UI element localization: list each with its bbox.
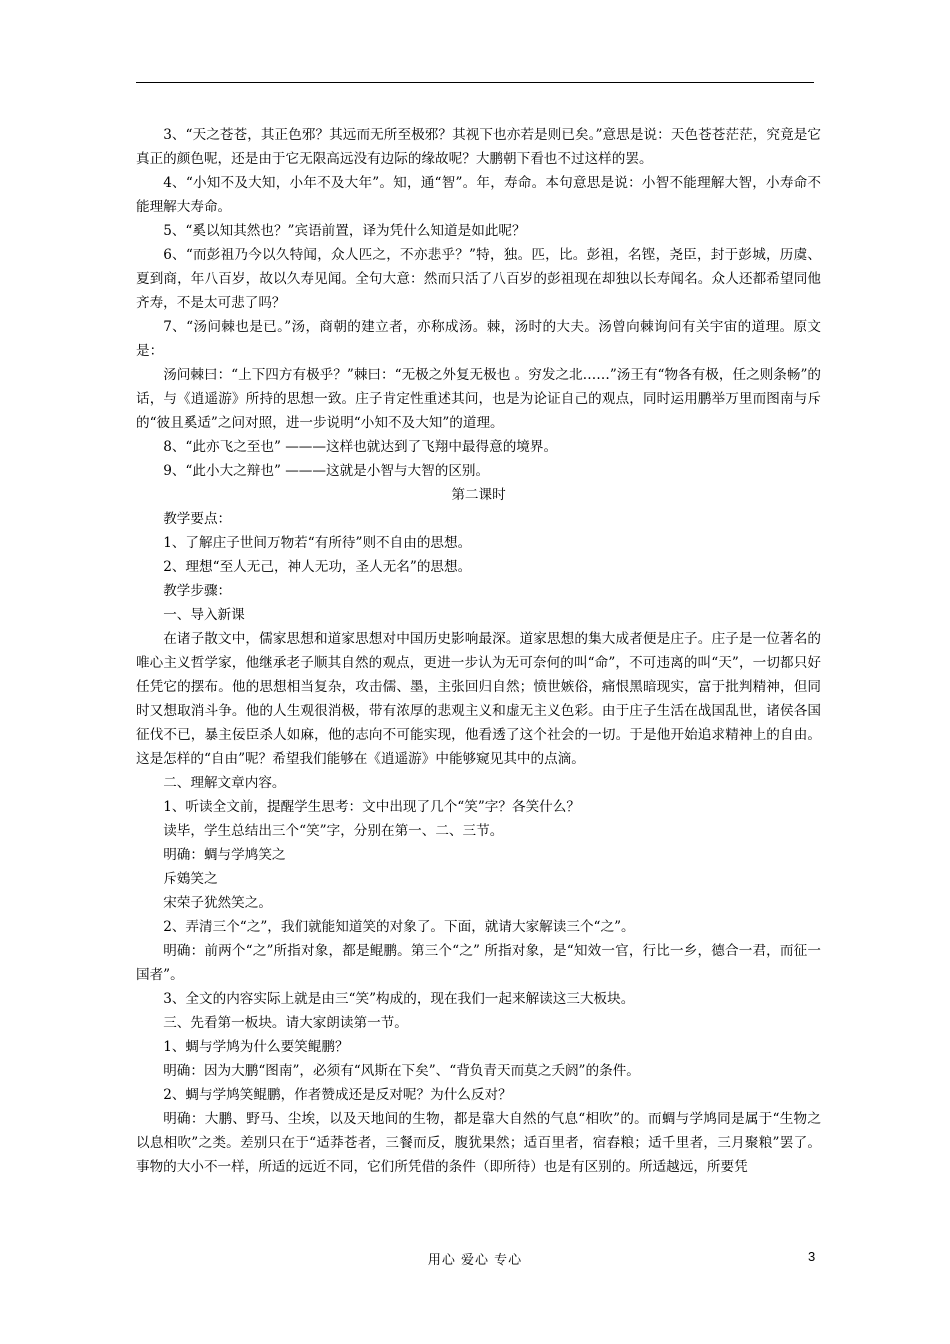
paragraph: 1、蜩与学鸠为什么要笑鲲鹏？ [163,1039,349,1055]
paragraph: 2、蜩与学鸠笑鲲鹏，作者赞成还是反对呢？为什么反对？ [163,1087,512,1103]
document-body [136,123,821,1179]
paragraph: 7、“汤问棘也是已。”汤，商朝的建立者，亦称成汤。棘，汤时的大夫。汤曾向棘询问有关宇宙的道理。原文是： [136,319,821,359]
paragraph: 8、“此亦飞之至也” ———这样也就达到了飞翔中最得意的境界。 [163,439,558,455]
paragraph: 6、“而彭祖乃今以久特闻，众人匹之，不亦悲乎？”特，独。匹，比。彭祖，名铿，尧臣，封于彭城，历虞、夏到商，年八百岁，故以久寿见闻。全句大意：然而只活了八百岁的彭祖现在却独以长寿闻名。众人还都希望同他齐寿，不是太可悲了吗？ [136,247,821,311]
paragraph: 一、导入新课 [163,607,245,623]
paragraph: 明确：因为大鹏“图南”，必须有“风斯在下矣”、“背负青天而莫之夭阏”的条件。 [163,1063,640,1079]
paragraph: 1、了解庄子世间万物若“有所待”则不自由的思想。 [163,535,472,551]
paragraph: 在诸子散文中，儒家思想和道家思想对中国历史影响最深。道家思想的集大成者便是庄子。庄子是一位著名的唯心主义哲学家，他继承老子顺其自然的观点，更进一步认为无可奈何的叫“命”，不可违离的叫“天”，一切都只好任凭它的摆布。他的思想相当复杂，攻击儒、墨，主张回归自然；愤世嫉俗，痛恨黑暗现实，富于批判精神，但同时又想取消斗争。他的人生观很消极，带有浓厚的悲观主义和虚无主义色彩。由于庄子生活在战国乱世，诸侯各国征伐不已，暴主佞臣杀人如麻，他的志向不可能实现，他看透了这个社会的一切。于是他开始追求精神上的自由。这是怎样的“自由”呢？希望我们能够在《逍遥游》中能够窥见其中的点滴。 [136,631,821,767]
paragraph: 4、“小知不及大知，小年不及大年”。知，通“智”。年，寿命。本句意思是说：小智不能理解大智，小寿命不能理解大寿命。 [136,175,821,215]
section-title: 第二课时 [451,487,506,503]
paragraph: 三、先看第一板块。请大家朗读第一节。 [163,1015,408,1031]
paragraph: 明确：前两个“之”所指对象，都是鲲鹏。第三个“之” 所指对象，是“知效一官，行比一乡，德合一君，而征一国者”。 [136,943,821,983]
paragraph: 2、弄清三个“之”，我们就能知道笑的对象了。下面，就请大家解读三个“之”。 [163,919,635,935]
paragraph: 斥鴳笑之 [163,871,218,887]
paragraph: 教学步骤： [163,583,232,599]
paragraph: 明确：蜩与学鸠笑之 [163,847,286,863]
paragraph: 5、“奚以知其然也？”宾语前置，译为凭什么知道是如此呢？ [163,223,526,239]
paragraph: 二、理解文章内容。 [163,775,286,791]
paragraph: 9、“此小大之辩也” ———这就是小智与大智的区别。 [163,463,490,479]
paragraph: 1、听读全文前，提醒学生思考：文中出现了几个“笑”字？各笑什么？ [163,799,580,815]
page-footer: 用心 爱心 专心 [427,1253,523,1268]
page-number: 3 [808,1249,816,1264]
header-rule [136,82,814,83]
paragraph: 2、理想“至人无己，神人无功，圣人无名”的思想。 [163,559,472,575]
paragraph: 读毕，学生总结出三个“笑”字，分别在第一、二、三节。 [163,823,504,839]
paragraph: 明确：大鹏、野马、尘埃，以及天地间的生物，都是靠大自然的气息“相吹”的。而蜩与学鸠同是属于“生物之以息相吹”之类。差别只在于“适莽苍者，三餐而反，腹犹果然；适百里者，宿舂粮；适千里者，三月聚粮”罢了。事物的大小不一样，所适的远近不同，它们所凭借的条件（即所待）也是有区别的。所适越远，所要凭 [136,1111,821,1175]
paragraph: 教学要点： [163,511,232,527]
paragraph: 汤问棘曰：“上下四方有极乎？”棘曰：“无极之外复无极也 。穷发之北……”汤王有“物各有极，任之则条畅”的话，与《逍遥游》所持的思想一致。庄子肯定性重述其问，也是为论证自己的观点，同时运用鹏举万里而图南与斥 的“彼且奚适”之问对照，进一步说明“小知不及大知”的道理。 [136,367,821,431]
paragraph: 3、全文的内容实际上就是由三“笑”构成的，现在我们一起来解读这三大板块。 [163,991,635,1007]
paragraph: 3、“天之苍苍，其正色邪？其远而无所至极邪？其视下也亦若是则已矣。”意思是说：天色苍苍茫茫，究竟是它真正的颜色呢，还是由于它无限高远没有边际的缘故呢？大鹏朝下看也不过这样的罢。 [136,127,821,167]
paragraph: 宋荣子犹然笑之。 [163,895,272,911]
